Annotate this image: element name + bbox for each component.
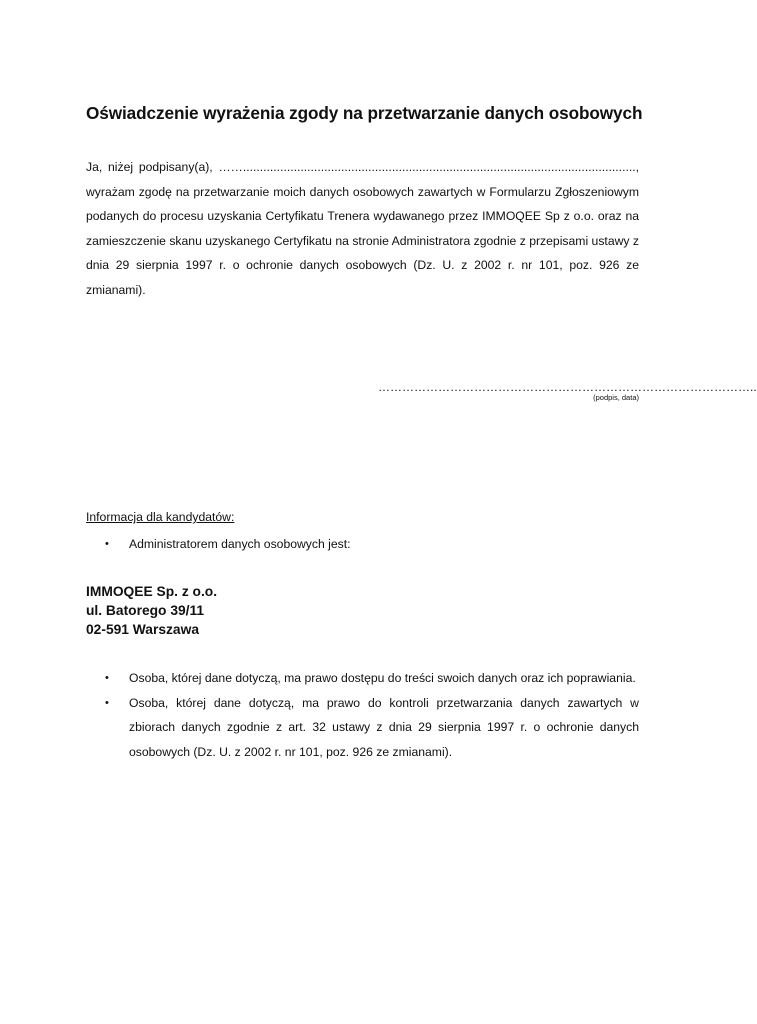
signature-caption: (podpis, data) [593,393,639,402]
list-item [86,666,639,691]
address-street: ul. Batorego 39/11 [86,603,205,618]
bullet-icon: • [105,538,109,550]
info-list-second [86,666,639,764]
list-item-text: Osoba, której dane dotyczą, ma prawo do kontroli przetwarzania danych zawartych w zbiorach danych zgodnie z art. 32 ustawy z dnia 29 sierpnia 1997 r. o ochronie danych osobowych (Dz. U. z 2002 r. nr 101, poz. 926 ze zmianami). [129,695,639,759]
bullet-icon: • [105,696,109,709]
list-item-text: Osoba, której dane dotyczą, ma prawo dostępu do treści swoich danych oraz ich poprawiania. [129,671,636,685]
document-title: Oświadczenie wyrażenia zgody na przetwarzanie danych osobowych [86,103,643,123]
info-heading: Informacja dla kandydatów: [86,510,235,524]
address-city: 02-591 Warszawa [86,622,199,637]
address-company: IMMOQEE Sp. z o.o. [86,584,218,599]
list-item-text: Administratorem danych osobowych jest: [129,537,351,551]
bullet-icon: • [105,672,109,684]
list-item [86,532,639,557]
list-item [86,691,639,765]
signature-line: ………………………………………………………………………………….. [378,380,757,394]
administrator-address [86,582,217,639]
info-list-first [86,532,639,557]
consent-paragraph: Ja, niżej podpisany(a), ……...................................................................................................................., wyrażam zgodę na przetwarzanie moich danych osobowych zawartych w Formularzu Zgłoszeniowym podanych do procesu uzyskania Certyfikatu Trenera wydawanego przez IMMOQEE Sp z o.o. oraz na zamieszczenie skanu uzyskanego Certyfikatu na stronie Administratora zgodnie z przepisami ustawy z dnia 29 sierpnia 1997 r. o ochronie danych osobowych (Dz. U. z 2002 r. nr 101, poz. 926 ze zmianami). [86,160,639,297]
